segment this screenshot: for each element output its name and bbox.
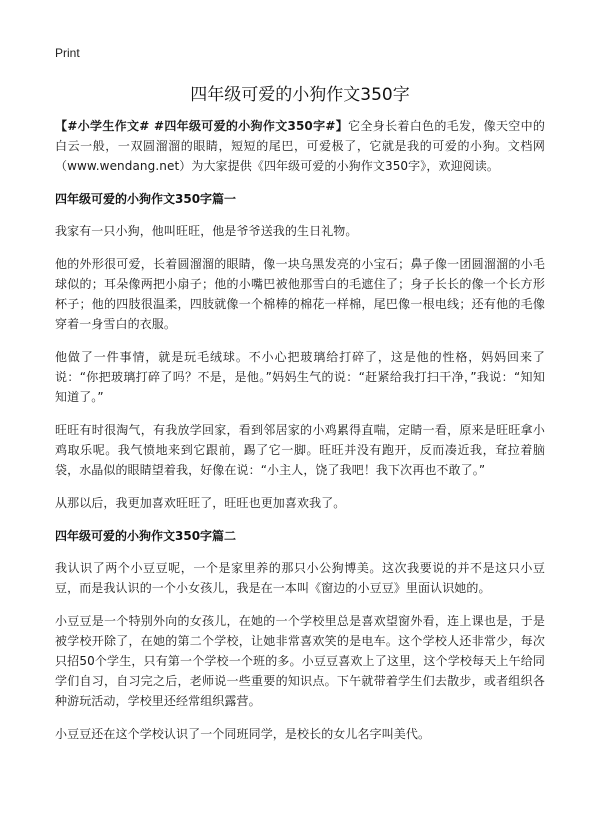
section-1-paragraph-4: 旺旺有时很淘气，有我放学回家，看到邻居家的小鸡累得直喘，定睛一看，原来是旺旺拿小鸡取乐呢。我气愤地来到它跟前，踢了它一脚。旺旺并没有跑开，反而凑近我，耷拉着脑袋，水晶似的眼睛望着我，好像在说：“小主人，饶了我吧！我下次再也不敢了。”: [55, 423, 545, 477]
document-title: 四年级可爱的小狗作文350字: [190, 85, 410, 105]
section-1-paragraph-2: 他的外形很可爱，长着圆溜溜的眼睛，像一块乌黑发亮的小宝石；鼻子像一团圆溜溜的小毛球似的；耳朵像两把小扇子；他的小嘴巴被他那雪白的毛遮住了；身子长长的像一个长方形杯子；他的四肢很温柔，四肢就像一个棉棒的棉花一样棉，尾巴像一根电线；还有他的毛像穿着一身雪白的衣服。: [55, 257, 545, 331]
intro-text: 它全身长着白色的毛发，像天空中的白云一般，一双圆溜溜的眼睛，短短的尾巴，可爱极了，它就是我的可爱的小狗。文档网（www.wendang.net）为大家提供《四年级可爱的小狗作文350字》，欢迎阅读。: [55, 119, 546, 173]
section-1-paragraph-3: 他做了一件事情，就是玩毛绒球。不小心把玻璃给打碎了，这是他的性格，妈妈回来了说：“你把玻璃打碎了吗？不是，是他。”妈妈生气的说：“赶紧给我打扫干净，”我说：“知知知道了。”: [55, 350, 545, 404]
print-label: Print: [55, 46, 80, 60]
section-1-paragraph-1: 我家有一只小狗，他叫旺旺，他是爷爷送我的生日礼物。: [55, 224, 358, 238]
intro-tag: 【#小学生作文# #四年级可爱的小狗作文350字#】: [55, 119, 349, 133]
document-content: [55, 116, 545, 757]
section-2-paragraph-2: 小豆豆是一个特别外向的女孩儿，在她的一个学校里总是喜欢望窗外看，连上课也是，于是被学校开除了，在她的第二个学校，让她非常喜欢笑的是电车。这个学校人还非常少，每次只招50个学生，只有第一个学校一个班的多。小豆豆喜欢上了这里，这个学校每天上午给同学们自习，自习完之后，老师说一些重要的知识点。下午就带着学生们去散步，或者组织各种游玩活动，学校里还经常组织露营。: [55, 614, 545, 708]
intro-paragraph: [55, 116, 545, 176]
section-heading-2: 四年级可爱的小狗作文350字篇二: [55, 529, 237, 543]
section-2-paragraph-1: 我认识了两个小豆豆呢，一个是家里养的那只小公狗博美。这次我要说的并不是这只小豆豆，而是我认识的一个小女孩儿，我是在一本叫《窗边的小豆豆》里面认识她的。: [55, 561, 545, 595]
section-2-paragraph-3: 小豆豆还在这个学校认识了一个同班同学，是校长的女儿名字叫美代。: [55, 727, 431, 741]
section-heading-1: 四年级可爱的小狗作文350字篇一: [55, 192, 237, 206]
section-1-paragraph-5: 从那以后，我更加喜欢旺旺了，旺旺也更加喜欢我了。: [55, 496, 346, 510]
